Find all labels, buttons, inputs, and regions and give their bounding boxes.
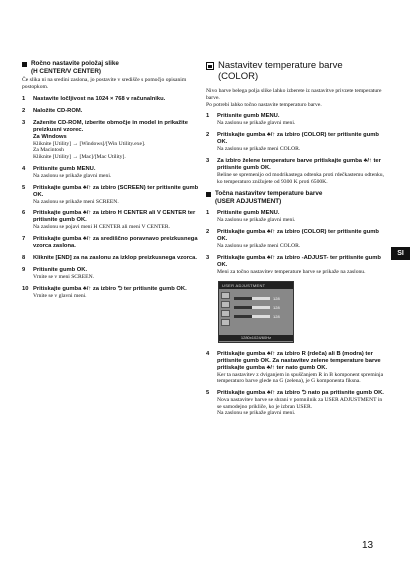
step-item: [22, 108, 200, 115]
step-number: 5: [22, 184, 26, 191]
osd-header: USER ADJUSTMENT: [219, 282, 293, 289]
step-title: Kliknite [END] za na zaslonu za izklop preizkusnega vzorca.: [33, 255, 197, 261]
step-number: 6: [22, 210, 26, 217]
osd-slider-row: [234, 296, 292, 302]
step-number: 1: [206, 113, 210, 120]
step-item: [206, 229, 386, 250]
step-item: [206, 158, 386, 185]
osd-slider-row: [234, 314, 292, 320]
step-title: Pritiskajte gumba ♣/↑ za izbiro R (rdeča) ali B (modra) ter pritisnite gumb OK. Za nastavitev zelene temperature barve pritiskajte gumba ♣/↑ ter nato gumb OK.: [217, 350, 381, 371]
step-description: Ker ta nastavitev z dviganjem in spuščanjem R in B komponent spreminja temperaturo barve glede na G (zelena), je G komponenta fiksna.: [217, 371, 384, 385]
step-item: [206, 210, 386, 224]
osd-slider-bar: [234, 297, 270, 300]
osd-icon: [221, 292, 230, 299]
page-title: Nastavitev temperature barve (COLOR): [218, 60, 343, 82]
color-menu-icon: [206, 62, 214, 70]
step-number: 2: [206, 132, 210, 139]
osd-icon: [221, 319, 230, 326]
step-description: Meni za točno nastavitev temperature barve se prikaže na zaslonu.: [217, 268, 366, 275]
osd-slider-bar: [234, 315, 270, 318]
step-title: Pritisnite gumb MENU.: [217, 113, 280, 120]
color-heading: [206, 60, 386, 82]
step-item: [22, 120, 200, 161]
step-description: Vrnite se v meni SCREEN.: [33, 274, 95, 280]
step-number: 5: [206, 389, 210, 396]
right-column: [206, 60, 386, 422]
step-item: [22, 255, 200, 262]
square-bullet-icon: [206, 192, 211, 197]
section-title: Ročno nastavite položaj slike (H CENTER/V CENTER): [31, 60, 119, 75]
osd-icon-column: [221, 292, 231, 328]
step-number: 3: [206, 157, 210, 164]
step-number: 10: [22, 285, 29, 292]
step-description: Kliknite [Utility] → [Windows]/[Win Utility.exe]. Za Macintosh Kliknite [Utility] → [Mac]/[Mac Utility].: [33, 140, 146, 161]
osd-menu-illustration: [218, 281, 294, 343]
step-number: 3: [206, 254, 210, 261]
step-description: Na zaslonu se prikaže glavni meni.: [217, 217, 296, 224]
osd-icon: [221, 301, 230, 308]
step-item: [22, 210, 200, 231]
step-item: [22, 185, 200, 206]
osd-icon: [221, 310, 230, 317]
step-item: [22, 267, 200, 281]
language-tab: SI: [391, 247, 410, 260]
step-item: [206, 351, 386, 385]
page-number: 13: [362, 540, 374, 551]
step-number: 7: [22, 236, 26, 242]
step-item: [206, 255, 386, 276]
step-title: Pritiskajte gumba ♣/↑ za izbiro -ADJUST- ter pritisnite gumb OK.: [217, 254, 381, 268]
step-item: [22, 96, 200, 103]
step-description: Na zaslonu se prikaže meni COLOR.: [217, 146, 301, 153]
osd-slider-value: 128: [273, 296, 280, 301]
step-item: [22, 286, 200, 300]
step-title: Pritisnite gumb MENU.: [33, 165, 96, 172]
section-heading-user-adjustment: [206, 190, 386, 205]
step-description: Na zaslonu se prikaže glavni meni.: [33, 172, 112, 179]
step-item: [22, 236, 200, 250]
osd-footer: 1280x1024/60Hz: [219, 335, 293, 341]
step-number: 4: [22, 165, 26, 172]
step-number: 9: [22, 267, 26, 273]
step-number: 8: [22, 255, 26, 261]
color-steps-list: [206, 113, 386, 185]
step-description: Beline se spremenijo od modrikastega odtenka proti rdečkastemu odtenku, ko temperaturo znižujete od 9300 K proti 6500K.: [217, 171, 384, 185]
step-title: Pritiskajte gumba ♣/↑ za središčno poravnavo preizkusnega vzorca zaslona.: [33, 236, 198, 249]
step-title: Zaženite CD-ROM, izberite območje in model in prikažite preizkusni vzorec. Za Windows: [33, 119, 188, 140]
step-title: Pritiskajte gumba ♣/↑ za izbiro (COLOR) ter pritisnite gumb OK.: [217, 229, 379, 243]
step-title: Pritisnite gumb MENU.: [217, 210, 280, 217]
step-title: Pritiskajte gumba ♣/↑ za izbiro (SCREEN) ter pritisnite gumb OK.: [33, 184, 199, 198]
step-title: Pritisnite gumb OK.: [33, 267, 88, 273]
left-column: [22, 60, 200, 304]
step-number: 2: [22, 107, 26, 114]
step-title: Naložite CD-ROM.: [33, 107, 83, 114]
osd-slider-value: 128: [273, 314, 280, 319]
step-number: 4: [206, 350, 210, 357]
user-adjust-steps-list: [206, 210, 386, 275]
step-description: Nova nastavitev barve se shrani v pomnilnik za USER ADJUSTMENT in se samodejno prikliče, ko je izbran USER. Na zaslonu se prikaže glavni meni.: [217, 396, 383, 417]
osd-slider-row: [234, 305, 292, 311]
step-title: Pritiskajte gumba ♣/↑ za izbiro ⮌ ter pritisnite gumb OK.: [33, 285, 187, 292]
step-description: Na zaslonu se prikaže meni SCREEN.: [33, 198, 119, 205]
osd-slider-bar: [234, 306, 270, 309]
step-title: Pritiskajte gumba ♣/↑ za izbiro (COLOR) ter pritisnite gumb OK.: [217, 132, 379, 146]
osd-slider-value: 128: [273, 305, 280, 310]
step-description: Na zaslonu se prikaže meni COLOR.: [217, 243, 301, 250]
step-description: Na zaslonu se pojavi meni H CENTER ali meni V CENTER.: [33, 224, 170, 231]
step-item: [206, 113, 386, 127]
step-number: 1: [22, 95, 26, 102]
step-description: Vrnite se v glavni meni.: [33, 292, 87, 299]
step-item: [206, 132, 386, 153]
step-item: [206, 390, 386, 417]
steps-list: [22, 96, 200, 300]
step-title: Pritiskajte gumba ♣/↑ za izbiro ⮌ nato pa pritisnite gumb OK.: [217, 389, 384, 396]
user-adjust-steps-list-continued: [206, 351, 386, 418]
section-title: Točna nastavitev temperature barve (USER ADJUSTMENT): [215, 190, 323, 205]
step-description: Na zaslonu se prikaže glavni meni.: [217, 120, 296, 127]
section-intro: Če slika ni na sredini zaslona, jo postavite v središče s pomočjo opisanim postopkom.: [22, 77, 187, 90]
step-item: [22, 166, 200, 180]
step-number: 3: [22, 119, 26, 126]
color-intro: Nivo barve belega polja slike lahko izberete iz nastavitve privzete temperature barve. Po potrebi lahko točno nastavite temperaturo barve.: [206, 88, 382, 108]
section-heading-position: [22, 60, 200, 75]
step-title: Pritiskajte gumba ♣/↑ za izbiro H CENTER ali V CENTER ter pritisnite gumb OK.: [33, 210, 196, 224]
square-bullet-icon: [22, 62, 27, 67]
step-title: Nastavite ločljivost na 1024 × 768 v računalniku.: [33, 95, 166, 102]
step-number: 2: [206, 229, 210, 236]
step-number: 1: [206, 210, 210, 217]
step-title: Za izbiro želene temperature barve pritiskajte gumba ♣/↑ ter pritisnite gumb OK.: [217, 157, 381, 171]
